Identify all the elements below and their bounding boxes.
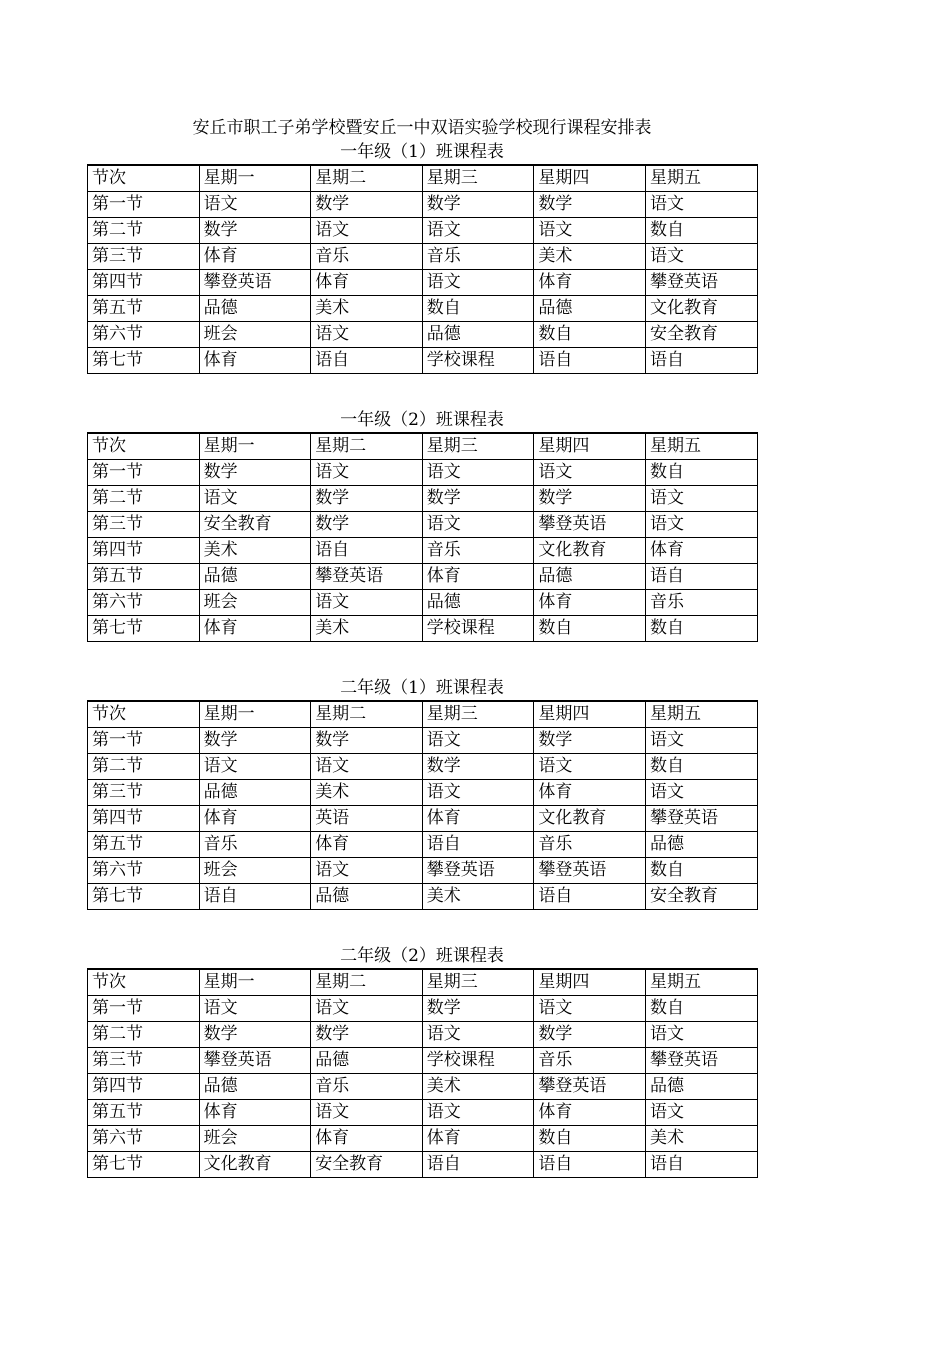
column-header: 星期二 [311, 433, 423, 460]
subject-cell: 美术 [534, 244, 646, 270]
subject-cell: 攀登英语 [311, 564, 423, 590]
subject-cell: 数学 [199, 728, 311, 754]
subject-cell: 数学 [422, 996, 534, 1022]
table-row [88, 296, 758, 322]
subject-cell: 数学 [311, 486, 423, 512]
timetable-section [87, 140, 757, 374]
subject-cell: 语文 [199, 192, 311, 218]
subject-cell: 安全教育 [311, 1152, 423, 1178]
subject-cell: 品德 [422, 322, 534, 348]
subject-cell: 安全教育 [199, 512, 311, 538]
table-row [88, 322, 758, 348]
period-label: 第六节 [88, 590, 200, 616]
period-label: 第七节 [88, 1152, 200, 1178]
subject-cell: 体育 [422, 1126, 534, 1152]
subject-cell: 语文 [311, 1100, 423, 1126]
subject-cell: 语文 [311, 460, 423, 486]
subject-cell: 语自 [422, 832, 534, 858]
period-label: 第二节 [88, 486, 200, 512]
subject-cell: 数学 [534, 728, 646, 754]
period-label: 第六节 [88, 1126, 200, 1152]
subject-cell: 音乐 [199, 832, 311, 858]
subject-cell: 美术 [311, 296, 423, 322]
timetable [87, 700, 758, 910]
subject-cell: 品德 [199, 1074, 311, 1100]
subject-cell: 品德 [645, 832, 757, 858]
timetable-section [87, 944, 757, 1178]
table-row [88, 1126, 758, 1152]
column-header: 星期四 [534, 969, 646, 996]
table-row [88, 348, 758, 374]
period-label: 第七节 [88, 348, 200, 374]
subject-cell: 语文 [534, 218, 646, 244]
timetable-title: 二年级（2）班课程表 [340, 946, 504, 966]
subject-cell: 美术 [311, 616, 423, 642]
subject-cell: 数自 [645, 460, 757, 486]
subject-cell: 体育 [534, 780, 646, 806]
period-label: 第五节 [88, 564, 200, 590]
column-header: 星期五 [645, 701, 757, 728]
subject-cell: 体育 [199, 616, 311, 642]
subject-cell: 品德 [311, 884, 423, 910]
period-label: 第二节 [88, 1022, 200, 1048]
subject-cell: 数学 [534, 486, 646, 512]
subject-cell: 品德 [645, 1074, 757, 1100]
subject-cell: 攀登英语 [422, 858, 534, 884]
column-header: 星期一 [199, 433, 311, 460]
table-row [88, 858, 758, 884]
column-header: 节次 [88, 165, 200, 192]
subject-cell: 语文 [645, 192, 757, 218]
period-label: 第三节 [88, 1048, 200, 1074]
subject-cell: 英语 [311, 806, 423, 832]
subject-cell: 美术 [645, 1126, 757, 1152]
timetable [87, 432, 758, 642]
subject-cell: 语文 [645, 486, 757, 512]
period-label: 第七节 [88, 884, 200, 910]
subject-cell: 安全教育 [645, 884, 757, 910]
subject-cell: 体育 [199, 1100, 311, 1126]
subject-cell: 音乐 [311, 1074, 423, 1100]
table-row [88, 616, 758, 642]
subject-cell: 体育 [534, 590, 646, 616]
subject-cell: 美术 [422, 1074, 534, 1100]
timetable-section [87, 676, 757, 910]
table-row [88, 244, 758, 270]
subject-cell: 体育 [534, 270, 646, 296]
subject-cell: 语文 [422, 460, 534, 486]
table-row [88, 270, 758, 296]
table-row [88, 884, 758, 910]
table-row [88, 564, 758, 590]
table-row [88, 1048, 758, 1074]
subject-cell: 语文 [422, 780, 534, 806]
column-header: 星期一 [199, 165, 311, 192]
column-header: 星期二 [311, 165, 423, 192]
column-header: 星期三 [422, 969, 534, 996]
subject-cell: 体育 [422, 564, 534, 590]
table-row [88, 728, 758, 754]
table-row [88, 218, 758, 244]
subject-cell: 语文 [645, 512, 757, 538]
subject-cell: 体育 [534, 1100, 646, 1126]
table-header-row [88, 969, 758, 996]
period-label: 第三节 [88, 780, 200, 806]
subject-cell: 语自 [422, 1152, 534, 1178]
subject-cell: 数学 [422, 754, 534, 780]
subject-cell: 攀登英语 [645, 806, 757, 832]
subject-cell: 语文 [422, 270, 534, 296]
subject-cell: 音乐 [422, 244, 534, 270]
subject-cell: 攀登英语 [645, 1048, 757, 1074]
subject-cell: 数学 [534, 192, 646, 218]
table-row [88, 460, 758, 486]
subject-cell: 安全教育 [645, 322, 757, 348]
subject-cell: 数学 [311, 192, 423, 218]
timetable [87, 968, 758, 1178]
subject-cell: 语文 [311, 590, 423, 616]
subject-cell: 数自 [534, 322, 646, 348]
subject-cell: 音乐 [645, 590, 757, 616]
subject-cell: 品德 [199, 296, 311, 322]
subject-cell: 文化教育 [199, 1152, 311, 1178]
column-header: 星期三 [422, 701, 534, 728]
subject-cell: 攀登英语 [199, 1048, 311, 1074]
table-row [88, 538, 758, 564]
column-header: 星期三 [422, 165, 534, 192]
subject-cell: 数自 [645, 616, 757, 642]
table-row [88, 192, 758, 218]
subject-cell: 语文 [645, 780, 757, 806]
subject-cell: 美术 [311, 780, 423, 806]
subject-cell: 数学 [422, 486, 534, 512]
table-row [88, 1152, 758, 1178]
subject-cell: 音乐 [534, 1048, 646, 1074]
period-label: 第一节 [88, 192, 200, 218]
subject-cell: 语自 [534, 884, 646, 910]
subject-cell: 语文 [534, 996, 646, 1022]
column-header: 节次 [88, 969, 200, 996]
subject-cell: 数学 [422, 192, 534, 218]
column-header: 星期二 [311, 969, 423, 996]
subject-cell: 语文 [311, 218, 423, 244]
table-row [88, 512, 758, 538]
column-header: 星期三 [422, 433, 534, 460]
subject-cell: 美术 [422, 884, 534, 910]
table-header-row [88, 165, 758, 192]
period-label: 第四节 [88, 538, 200, 564]
subject-cell: 语文 [199, 486, 311, 512]
subject-cell: 音乐 [422, 538, 534, 564]
page-title: 安丘市职工子弟学校暨安丘一中双语实验学校现行课程安排表 [192, 118, 652, 138]
column-header: 星期四 [534, 433, 646, 460]
period-label: 第四节 [88, 806, 200, 832]
subject-cell: 体育 [199, 348, 311, 374]
period-label: 第一节 [88, 728, 200, 754]
table-row [88, 1074, 758, 1100]
table-row [88, 590, 758, 616]
period-label: 第四节 [88, 1074, 200, 1100]
subject-cell: 攀登英语 [534, 1074, 646, 1100]
table-header-row [88, 433, 758, 460]
column-header: 星期一 [199, 969, 311, 996]
subject-cell: 语文 [645, 728, 757, 754]
subject-cell: 音乐 [311, 244, 423, 270]
subject-cell: 数自 [645, 218, 757, 244]
timetable-title: 一年级（1）班课程表 [340, 142, 504, 162]
subject-cell: 语文 [422, 1022, 534, 1048]
period-label: 第五节 [88, 296, 200, 322]
subject-cell: 数学 [199, 218, 311, 244]
column-header: 星期四 [534, 165, 646, 192]
subject-cell: 语文 [199, 754, 311, 780]
column-header: 星期五 [645, 433, 757, 460]
period-label: 第六节 [88, 858, 200, 884]
subject-cell: 攀登英语 [534, 512, 646, 538]
subject-cell: 语文 [645, 1022, 757, 1048]
table-row [88, 996, 758, 1022]
table-row [88, 1100, 758, 1126]
subject-cell: 数自 [422, 296, 534, 322]
period-label: 第一节 [88, 996, 200, 1022]
subject-cell: 体育 [311, 832, 423, 858]
subject-cell: 语文 [311, 858, 423, 884]
subject-cell: 语文 [645, 244, 757, 270]
period-label: 第五节 [88, 1100, 200, 1126]
subject-cell: 品德 [199, 780, 311, 806]
subject-cell: 音乐 [534, 832, 646, 858]
subject-cell: 数自 [645, 858, 757, 884]
table-row [88, 780, 758, 806]
timetable-title: 二年级（1）班课程表 [340, 678, 504, 698]
subject-cell: 文化教育 [534, 806, 646, 832]
subject-cell: 语文 [311, 754, 423, 780]
subject-cell: 数自 [645, 754, 757, 780]
subject-cell: 攀登英语 [534, 858, 646, 884]
column-header: 星期五 [645, 969, 757, 996]
column-header: 星期四 [534, 701, 646, 728]
subject-cell: 语自 [199, 884, 311, 910]
subject-cell: 体育 [311, 1126, 423, 1152]
subject-cell: 语自 [645, 1152, 757, 1178]
subject-cell: 语文 [534, 754, 646, 780]
column-header: 节次 [88, 701, 200, 728]
table-row [88, 754, 758, 780]
subject-cell: 数学 [199, 1022, 311, 1048]
subject-cell: 班会 [199, 858, 311, 884]
subject-cell: 语自 [311, 538, 423, 564]
subject-cell: 体育 [422, 806, 534, 832]
subject-cell: 攀登英语 [199, 270, 311, 296]
subject-cell: 语文 [311, 996, 423, 1022]
subject-cell: 语自 [645, 564, 757, 590]
period-label: 第七节 [88, 616, 200, 642]
subject-cell: 品德 [534, 564, 646, 590]
table-header-row [88, 701, 758, 728]
period-label: 第三节 [88, 244, 200, 270]
period-label: 第二节 [88, 754, 200, 780]
subject-cell: 数学 [199, 460, 311, 486]
subject-cell: 数自 [534, 1126, 646, 1152]
subject-cell: 语文 [534, 460, 646, 486]
subject-cell: 文化教育 [534, 538, 646, 564]
column-header: 星期二 [311, 701, 423, 728]
column-header: 星期一 [199, 701, 311, 728]
subject-cell: 品德 [422, 590, 534, 616]
subject-cell: 数学 [534, 1022, 646, 1048]
timetable-section [87, 408, 757, 642]
period-label: 第三节 [88, 512, 200, 538]
subject-cell: 体育 [199, 806, 311, 832]
subject-cell: 品德 [534, 296, 646, 322]
subject-cell: 语文 [422, 218, 534, 244]
subject-cell: 语自 [311, 348, 423, 374]
timetable-title: 一年级（2）班课程表 [340, 410, 504, 430]
subject-cell: 品德 [199, 564, 311, 590]
subject-cell: 攀登英语 [645, 270, 757, 296]
subject-cell: 美术 [199, 538, 311, 564]
subject-cell: 语文 [199, 996, 311, 1022]
subject-cell: 语文 [422, 1100, 534, 1126]
subject-cell: 数自 [534, 616, 646, 642]
subject-cell: 数学 [311, 1022, 423, 1048]
column-header: 节次 [88, 433, 200, 460]
period-label: 第四节 [88, 270, 200, 296]
timetable [87, 164, 758, 374]
table-row [88, 806, 758, 832]
period-label: 第五节 [88, 832, 200, 858]
subject-cell: 语文 [422, 512, 534, 538]
period-label: 第六节 [88, 322, 200, 348]
subject-cell: 语自 [534, 348, 646, 374]
subject-cell: 语文 [645, 1100, 757, 1126]
column-header: 星期五 [645, 165, 757, 192]
table-row [88, 1022, 758, 1048]
subject-cell: 语自 [534, 1152, 646, 1178]
subject-cell: 体育 [645, 538, 757, 564]
subject-cell: 语文 [311, 322, 423, 348]
subject-cell: 体育 [311, 270, 423, 296]
subject-cell: 数自 [645, 996, 757, 1022]
subject-cell: 语文 [422, 728, 534, 754]
subject-cell: 学校课程 [422, 348, 534, 374]
subject-cell: 数学 [311, 512, 423, 538]
subject-cell: 班会 [199, 590, 311, 616]
subject-cell: 学校课程 [422, 616, 534, 642]
subject-cell: 数学 [311, 728, 423, 754]
table-row [88, 486, 758, 512]
subject-cell: 体育 [199, 244, 311, 270]
subject-cell: 班会 [199, 322, 311, 348]
table-row [88, 832, 758, 858]
subject-cell: 文化教育 [645, 296, 757, 322]
period-label: 第一节 [88, 460, 200, 486]
subject-cell: 品德 [311, 1048, 423, 1074]
subject-cell: 学校课程 [422, 1048, 534, 1074]
subject-cell: 语自 [645, 348, 757, 374]
period-label: 第二节 [88, 218, 200, 244]
subject-cell: 班会 [199, 1126, 311, 1152]
